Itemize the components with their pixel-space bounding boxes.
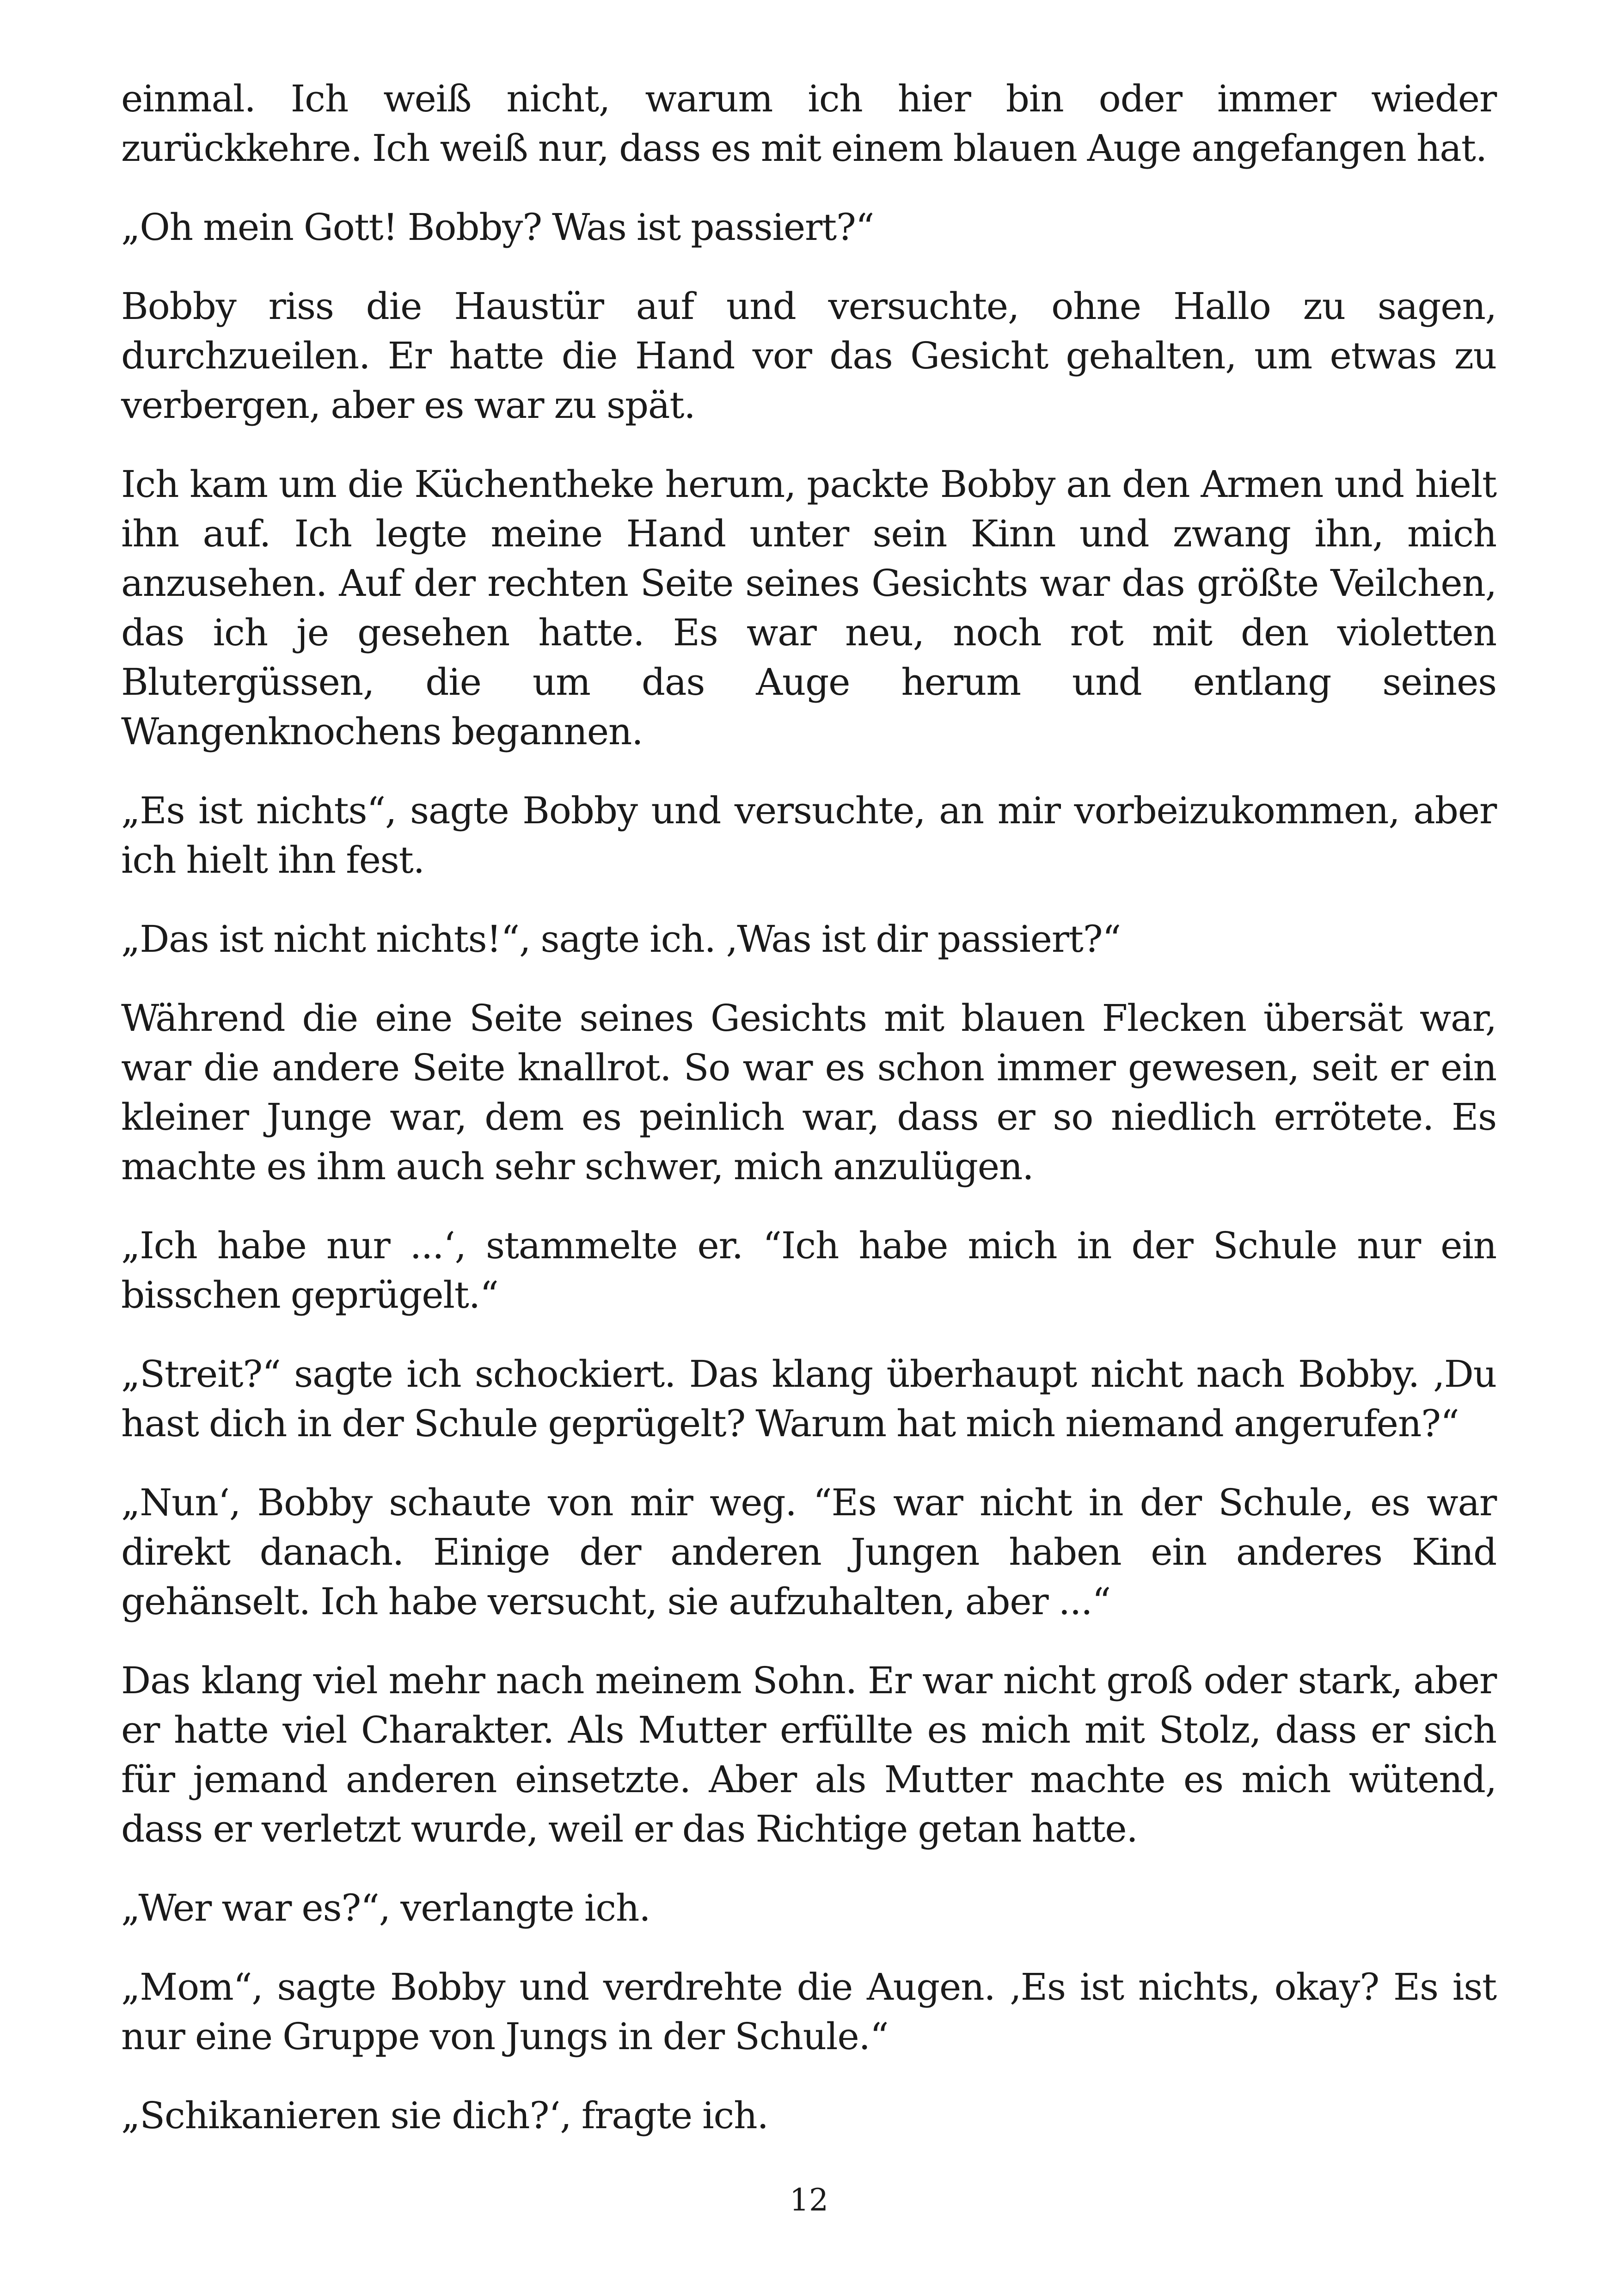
paragraph: „Schikanieren sie dich?‘, fragte ich. [121,2094,768,2137]
paragraph: „Nun‘, Bobby schaute von mir weg. “Es war nicht in der Schule, es war direkt danach. Einige der anderen Jungen haben ein anderes Kind gehänselt. Ich habe versucht, sie aufzuhalten, aber ...“ [121,1481,1496,1623]
paragraph: Ich kam um die Küchentheke herum, packte Bobby an den Armen und hielt ihn auf. Ich legte meine Hand unter sein Kinn und zwang ihn, mich anzusehen. Auf der rechten Seite seines Gesichts war das größte Veilchen, das ich je gesehen hatte. Es war neu, noch rot mit den violetten Blutergüssen, die um das Auge herum und entlang seines Wangenknochens begannen. [121,463,1496,753]
paragraph: Während die eine Seite seines Gesichts mit blauen Flecken übersät war, war die andere Seite knallrot. So war es schon immer gewesen, seit er ein kleiner Junge war, dem es peinlich war, dass er so niedlich errötete. Es machte es ihm auch sehr schwer, mich anzulügen. [121,997,1496,1188]
page-number: 12 [790,2182,828,2218]
paragraph: „Ich habe nur ...‘, stammelte er. “Ich habe mich in der Schule nur ein bisschen geprügelt.“ [121,1224,1496,1316]
body-text [121,74,1496,2170]
paragraph: „Wer war es?“, verlangte ich. [121,1886,650,1929]
paragraph: Das klang viel mehr nach meinem Sohn. Er war nicht groß oder stark, aber er hatte viel Charakter. Als Mutter erfüllte es mich mit Stolz, dass er sich für jemand anderen einsetzte. Aber als Mutter machte es mich wütend, dass er verletzt wurde, weil er das Richtige getan hatte. [121,1659,1496,1850]
paragraph: „Mom“, sagte Bobby und verdrehte die Augen. ‚Es ist nichts, okay? Es ist nur eine Gruppe von Jungs in der Schule.“ [121,1965,1496,2058]
paragraph: „Es ist nichts“, sagte Bobby und versuchte, an mir vorbeizukommen, aber ich hielt ihn fest. [121,789,1496,882]
paragraph: „Das ist nicht nichts!“, sagte ich. ‚Was ist dir passiert?“ [121,918,1121,961]
paragraph: „Oh mein Gott! Bobby? Was ist passiert?“ [121,206,874,249]
paragraph: einmal. Ich weiß nicht, warum ich hier bin oder immer wieder zurückkehre. Ich weiß nur, dass es mit einem blauen Auge angefangen hat. [121,77,1496,170]
paragraph: Bobby riss die Haustür auf und versuchte, ohne Hallo zu sagen, durchzueilen. Er hatte die Hand vor das Gesicht gehalten, um etwas zu verbergen, aber es war zu spät. [121,285,1496,427]
paragraph: „Streit?“ sagte ich schockiert. Das klang überhaupt nicht nach Bobby. ‚Du hast dich in der Schule geprügelt? Warum hat mich niemand angerufen?“ [121,1353,1496,1445]
